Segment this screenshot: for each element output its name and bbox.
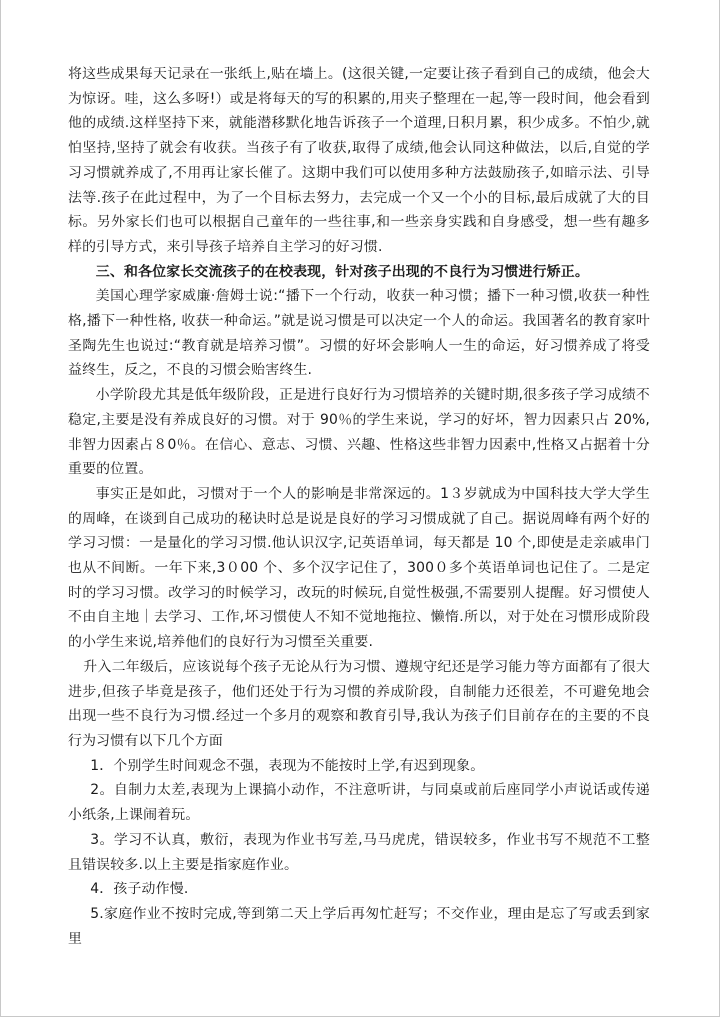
intro-paragraph: 将这些成果每天记录在一张纸上,贴在墙上。(这很关键,一定要让孩子看到自己的成绩，他会大为惊讶。哇，这么多呀!）或是将每天的写的积累的,用夹子整理在一起,等一段时间，他会看到他的成绩.这样坚持下来，就能潜移默化地告诉孩子一个道理,日积月累，积少成多。不怕少,就怕坚持,坚持了就会有收获。当孩子有了收获,取得了成绩,他会认同这种做法，以后,自觉的学习习惯就养成了,不用再让家长催了。这期中我们可以使用多种方法鼓励孩子,如暗示法、引导法等.孩子在此过程中，为了一个目标去努力，去完成一个又一个小的目标,最后成就了大的目标。另外家长们也可以根据自己童年的一些往事,和一些亲身实践和自身感受，想一些有趣多样的引导方式，来引导孩子培养自主学习的好习惯.	[68, 66, 650, 255]
list-item: 4．孩子动作慢.	[90, 881, 189, 898]
paragraph-habits-quote: 美国心理学家威廉·詹姆士说:“播下一个行动，收获一种习惯；播下一种习惯,收获一种性格,播下一种性格, 收获一种命运。”就是说习惯是可以决定一个人的命运。我国著名的教育家叶圣陶先生也说过:“教育就是培养习惯”。习惯的好坏会影响人一生的命运，好习惯养成了将受益终生，反之，不良的习惯会贻害终生.	[68, 288, 650, 379]
list-item: 3。学习不认真，敷衍，表现为作业书写差,马马虎虎，错误较多，作业书写不规范不工整且错误较多.以上主要是指家庭作业。	[68, 831, 650, 873]
list-item: 5.家庭作业不按时完成,等到第二天上学后再匆忙赶写；不交作业，理由是忘了写或丢到家里	[68, 905, 650, 947]
list-item: 2。自制力太差,表现为上课搞小动作，不注意听讲，与同桌或前后座同学小声说话或传递小纸条,上课闹着玩。	[68, 782, 650, 824]
document-body	[68, 62, 650, 951]
paragraph-primary-stage: 小学阶段尤其是低年级阶段，正是进行良好行为习惯培养的关键时期,很多孩子学习成绩不稳定,主要是没有养成良好的习惯。对于 90％的学生来说，学习的好坏，智力因素只占 20%,非智力因素占８0％。在信心、意志、习惯、兴趣、性格这些非智力因素中,性格又占据着十分重要的位置。	[68, 387, 650, 478]
paragraph-grade-two: 升入二年级后，应该说每个孩子无论从行为习惯、遵规守纪还是学习能力等方面都有了很大进步,但孩子毕竟是孩子，他们还处于行为习惯的养成阶段，自制能力还很差，不可避免地会出现一些不良行为习惯.经过一个多月的观察和教育引导,我认为孩子们目前存在的主要的不良行为习惯有以下几个方面	[68, 658, 650, 749]
section-heading: 三、和各位家长交流孩子的在校表现，针对孩子出现的不良行为习惯进行矫正。	[95, 263, 589, 280]
paragraph-zhou-feng: 事实正是如此，习惯对于一个人的影响是非常深远的。1３岁就成为中国科技大学大学生的周峰，在谈到自己成功的秘诀时总是说是良好的学习习惯成就了自己。据说周峰有两个好的学习习惯：一是量化的学习习惯.他认识汉字,记英语单词，每天都是 10 个,即使是走亲戚串门也从不间断。一年下来,3０00 个、多个汉字记住了，300０多个英语单词也记住了。二是定时的学习习惯。改学习的时候学习，改玩的时候玩,自觉性极强,不需要别人提醒。好习惯使人不由自主地｜去学习、工作,坏习惯使人不知不觉地拖拉、懒惰.所以，对于处在习惯形成阶段的小学生来说,培养他们的良好行为习惯至关重要.	[68, 485, 650, 651]
list-item: 1．个别学生时间观念不强，表现为不能按时上学,有迟到现象。	[90, 757, 485, 774]
